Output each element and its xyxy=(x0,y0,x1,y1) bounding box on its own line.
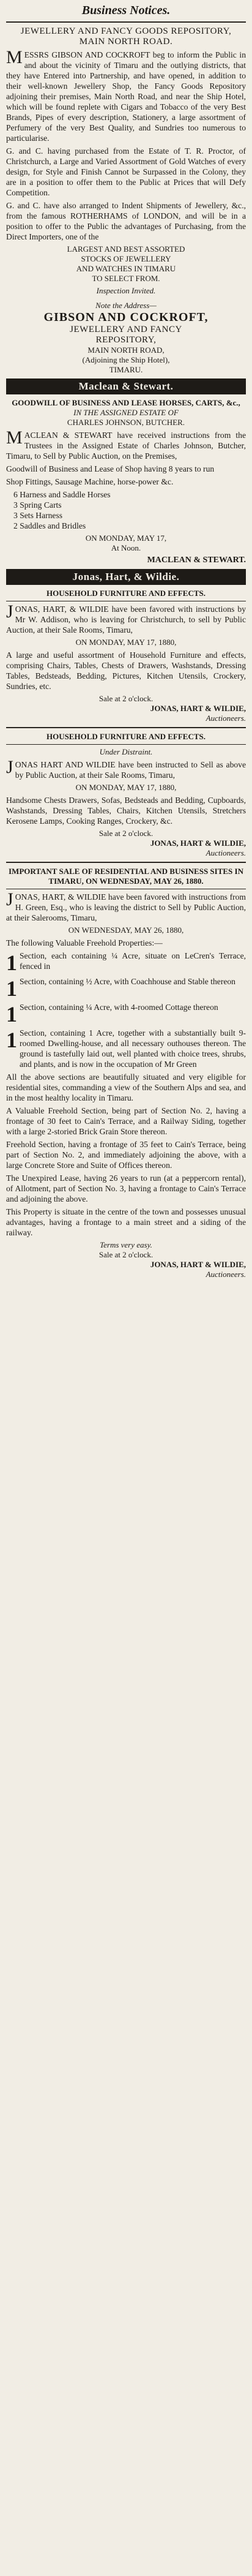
sale-paragraph-1: JONAS, HART, & WILDIE have been favored with instructions from H. Green, Esq., who is leaving the district to Sell by Public Auction, at their Salerooms, Timaru, xyxy=(6,889,246,922)
household-paragraph-1: JONAS HART AND WILDIE have been instructed to Sell as above by Public Auction, at their Sale Rooms, Timaru, xyxy=(6,757,246,780)
section-count: 1 xyxy=(6,976,17,1001)
divider xyxy=(6,744,246,745)
stock-line-4: TO SELECT FROM. xyxy=(92,274,160,283)
sale-paragraph-6: This Property is situate in the centre of the town and possesses unusual advantages, having a frontage to a main street and a siding of the railway. xyxy=(6,1207,246,1237)
household-paragraph-2: Handsome Chests Drawers, Sofas, Bedsteads and Bedding, Cupboards, Washstands, Dressing Tables, Chairs, Kitchen Utensils, Stretchers Kerosene Lamps, Cooking Ranges, Crockery, &c. xyxy=(6,796,246,826)
goodwill-paragraph-2: Goodwill of Business and Lease of Shop having 8 years to run xyxy=(6,464,215,473)
sale-intro: The following Valuable Freehold Properties:— xyxy=(6,938,163,947)
section-count: 1 xyxy=(6,1002,17,1026)
sale-signature: JONAS, HART & WILDIE, xyxy=(150,1260,246,1269)
residential-sale-notice xyxy=(6,867,246,1279)
list-item: 3 Spring Carts xyxy=(13,500,62,510)
stock-line-3: AND WATCHES IN TIMARU xyxy=(76,264,176,273)
section-text: Section, containing 1 Acre, together with a substantially built 9-roomed Dwelling-house, and all necessary outhouses thereon. The ground is tastefully laid out, well planted with choice trees, shrubs, and plants, and is now in the occupation of Mr Green xyxy=(20,1028,246,1069)
goodwill-items xyxy=(6,489,246,531)
business-notices-heading: Business Notices. xyxy=(81,4,171,17)
signature-name: MACLEAN & STEWART. xyxy=(147,555,246,565)
stock-line-1: LARGEST AND BEST ASSORTED xyxy=(67,244,185,254)
household-time: Sale at 2 o'clock. xyxy=(98,694,154,703)
sale-title: IMPORTANT SALE OF RESIDENTIAL AND BUSINESS SITES IN TIMARU, ON WEDNESDAY, MAY 26, 1880. xyxy=(8,867,243,886)
ad-subtitle: MAIN NORTH ROAD. xyxy=(79,37,173,47)
address-line-1: MAIN NORTH ROAD, xyxy=(87,345,165,355)
sale-paragraph-2: All the above sections are beautifully situated and very eligible for residential sites, commanding a view of the Southern Alps and sea, and in the most healthy locality in Timaru. xyxy=(6,1072,246,1102)
household-notice-1 xyxy=(6,589,246,723)
section-text: Section, containing ½ Acre, with Coachhouse and Stable thereon xyxy=(20,977,235,986)
divider xyxy=(6,862,246,863)
divider xyxy=(6,727,246,728)
jonas-hart-wildie-banner: Jonas, Hart, & Wildie. xyxy=(6,569,246,585)
firm-name: GIBSON AND COCKROFT, xyxy=(43,311,209,324)
household-paragraph-2: A large and useful assortment of Household Furniture and effects, comprising Chairs, Tables, Chests of Drawers, Washstands, Dressing Tables, Bedsteads, Bedding, Pictures, Kitchen Utensils, Crockery, Sundries, etc. xyxy=(6,650,246,691)
sale-paragraph-4: Freehold Section, having a frontage of 35 feet to Cain's Terrace, being part of Section No. 2, and immediately adjoining the above, with a large Concrete Store and Suite of Offices thereon. xyxy=(6,1140,246,1170)
household-signature: JONAS, HART & WILDIE, xyxy=(150,838,246,848)
household-notice-2 xyxy=(6,732,246,858)
household-date: ON MONDAY, MAY 17, 1880, xyxy=(75,638,177,647)
goodwill-title: GOODWILL OF BUSINESS AND LEASE HORSES, CARTS, &c., xyxy=(12,398,240,407)
gibson-cockroft-ad xyxy=(6,26,246,375)
household-time: Sale at 2 o'clock. xyxy=(98,829,154,838)
ad-paragraph-2: G. and C. having purchased from the Estate of T. R. Proctor, of Christchurch, a Large and Varied Assortment of Gold Watches of every design, for Style and Finish Cannot be Surpassed in the Colony, they are in a position to offer them to the Public at Prices that will Defy Competition. xyxy=(6,146,246,197)
firm-sub: JEWELLERY AND FANCY xyxy=(70,325,182,334)
stock-line-2: STOCKS OF JEWELLERY xyxy=(81,254,171,263)
household-paragraph-1: JONAS, HART, & WILDIE have been favored with instructions by Mr W. Addison, who is leaving for Christchurch, to sell by Public Auction, at their Sale Rooms, Timaru, xyxy=(6,601,246,635)
goodwill-paragraph-1: MACLEAN & STEWART have received instructions from the Trustees in the Assigned Estate of Charles Johnson, Butcher, Timaru, to Sell by Public Auction, on the Premises, xyxy=(6,427,246,461)
goodwill-signature xyxy=(6,555,246,565)
goodwill-paragraph-3: Shop Fittings, Sausage Machine, horse-power &c. xyxy=(6,477,174,486)
list-item: 3 Sets Harness xyxy=(13,511,63,520)
list-item: 6 Harness and Saddle Horses xyxy=(13,490,111,499)
section-item xyxy=(6,1028,246,1069)
ad-title: JEWELLERY AND FANCY GOODS REPOSITORY, xyxy=(20,26,232,36)
firm-sub-2: REPOSITORY, xyxy=(95,335,157,345)
sale-paragraph-5: The Unexpired Lease, having 26 years to run (at a peppercorn rental), of Allotment, part of Section No. 3, having a frontage to Cain's Terrace and adjoining the above. xyxy=(6,1173,246,1203)
ad-paragraph-3: G. and C. have also arranged to Indent Shipments of Jewellery, &c., from the famous ROTHERHAMS of LONDON, and will be in a position to offer to the Public the advantages of Purchasing, from the Direct Importers, one of the xyxy=(6,201,246,241)
under-distraint: Under Distraint. xyxy=(99,747,153,756)
estate-line-1: IN THE ASSIGNED ESTATE OF xyxy=(73,408,179,417)
section-text: Section, each containing ¼ Acre, situate on LeCren's Terrace, fenced in xyxy=(20,951,246,971)
section-count: 1 xyxy=(6,1028,17,1052)
household-date: ON MONDAY, MAY 17, 1880, xyxy=(75,783,177,792)
ad-paragraph-1: MESSRS GIBSON AND COCKROFT beg to inform the Public in and about the vicinity of Timaru and the outlying districts, that they have Entered into Partnership, and have opened, in addition to their well-known Jewellery Shop, the Fancy Goods Repository adjoining their premises, Main North Road, and near the Ship Hotel, which will be found replete with Cigars and Tobacco of the very Best Brands, Pipes of every description, Stationery, a large assortment of Perfumery of the very Best Quality, and Sundries too numerous to particularise. xyxy=(6,47,246,143)
sale-time: Sale at 2 o'clock. xyxy=(98,1250,154,1259)
goodwill-time: At Noon. xyxy=(111,543,141,552)
household-title: HOUSEHOLD FURNITURE AND EFFECTS. xyxy=(46,589,206,598)
divider xyxy=(6,21,246,23)
note-address: Note the Address— xyxy=(95,301,157,310)
goodwill-date: ON MONDAY, MAY 17, xyxy=(85,533,167,543)
sale-paragraph-3: A Valuable Freehold Section, being part of Section No. 2, having a frontage of 30 feet to Cain's Terrace, and a Railway Siding, together with a large 2-storied Brick Grain Store thereon. xyxy=(6,1106,246,1136)
section-count: 1 xyxy=(6,951,17,975)
household-signature: JONAS, HART & WILDIE, xyxy=(150,704,246,713)
household-signature-role: Auctioneers. xyxy=(206,714,246,723)
section-item xyxy=(6,1002,246,1026)
section-item xyxy=(6,951,246,975)
household-title: HOUSEHOLD FURNITURE AND EFFECTS. xyxy=(46,732,206,741)
newspaper-page xyxy=(6,0,246,1279)
inspection-invited: Inspection Invited. xyxy=(96,286,156,295)
sale-signature-role: Auctioneers. xyxy=(206,1270,246,1279)
sale-terms: Terms very easy. xyxy=(100,1240,152,1249)
section-item xyxy=(6,976,246,1001)
sale-date: ON WEDNESDAY, MAY 26, 1880, xyxy=(68,925,184,935)
household-signature-role: Auctioneers. xyxy=(206,848,246,857)
estate-line-2: CHARLES JOHNSON, BUTCHER. xyxy=(67,418,185,427)
section-text: Section, containing ¼ Acre, with 4-roomed Cottage thereon xyxy=(20,1003,218,1012)
maclean-stewart-banner: Maclean & Stewart. xyxy=(6,378,246,394)
address-line-2: (Adjoining the Ship Hotel), xyxy=(82,355,170,364)
list-item: 2 Saddles and Bridles xyxy=(13,521,86,530)
goodwill-notice xyxy=(6,398,246,565)
address-line-3: TIMARU. xyxy=(109,365,143,374)
